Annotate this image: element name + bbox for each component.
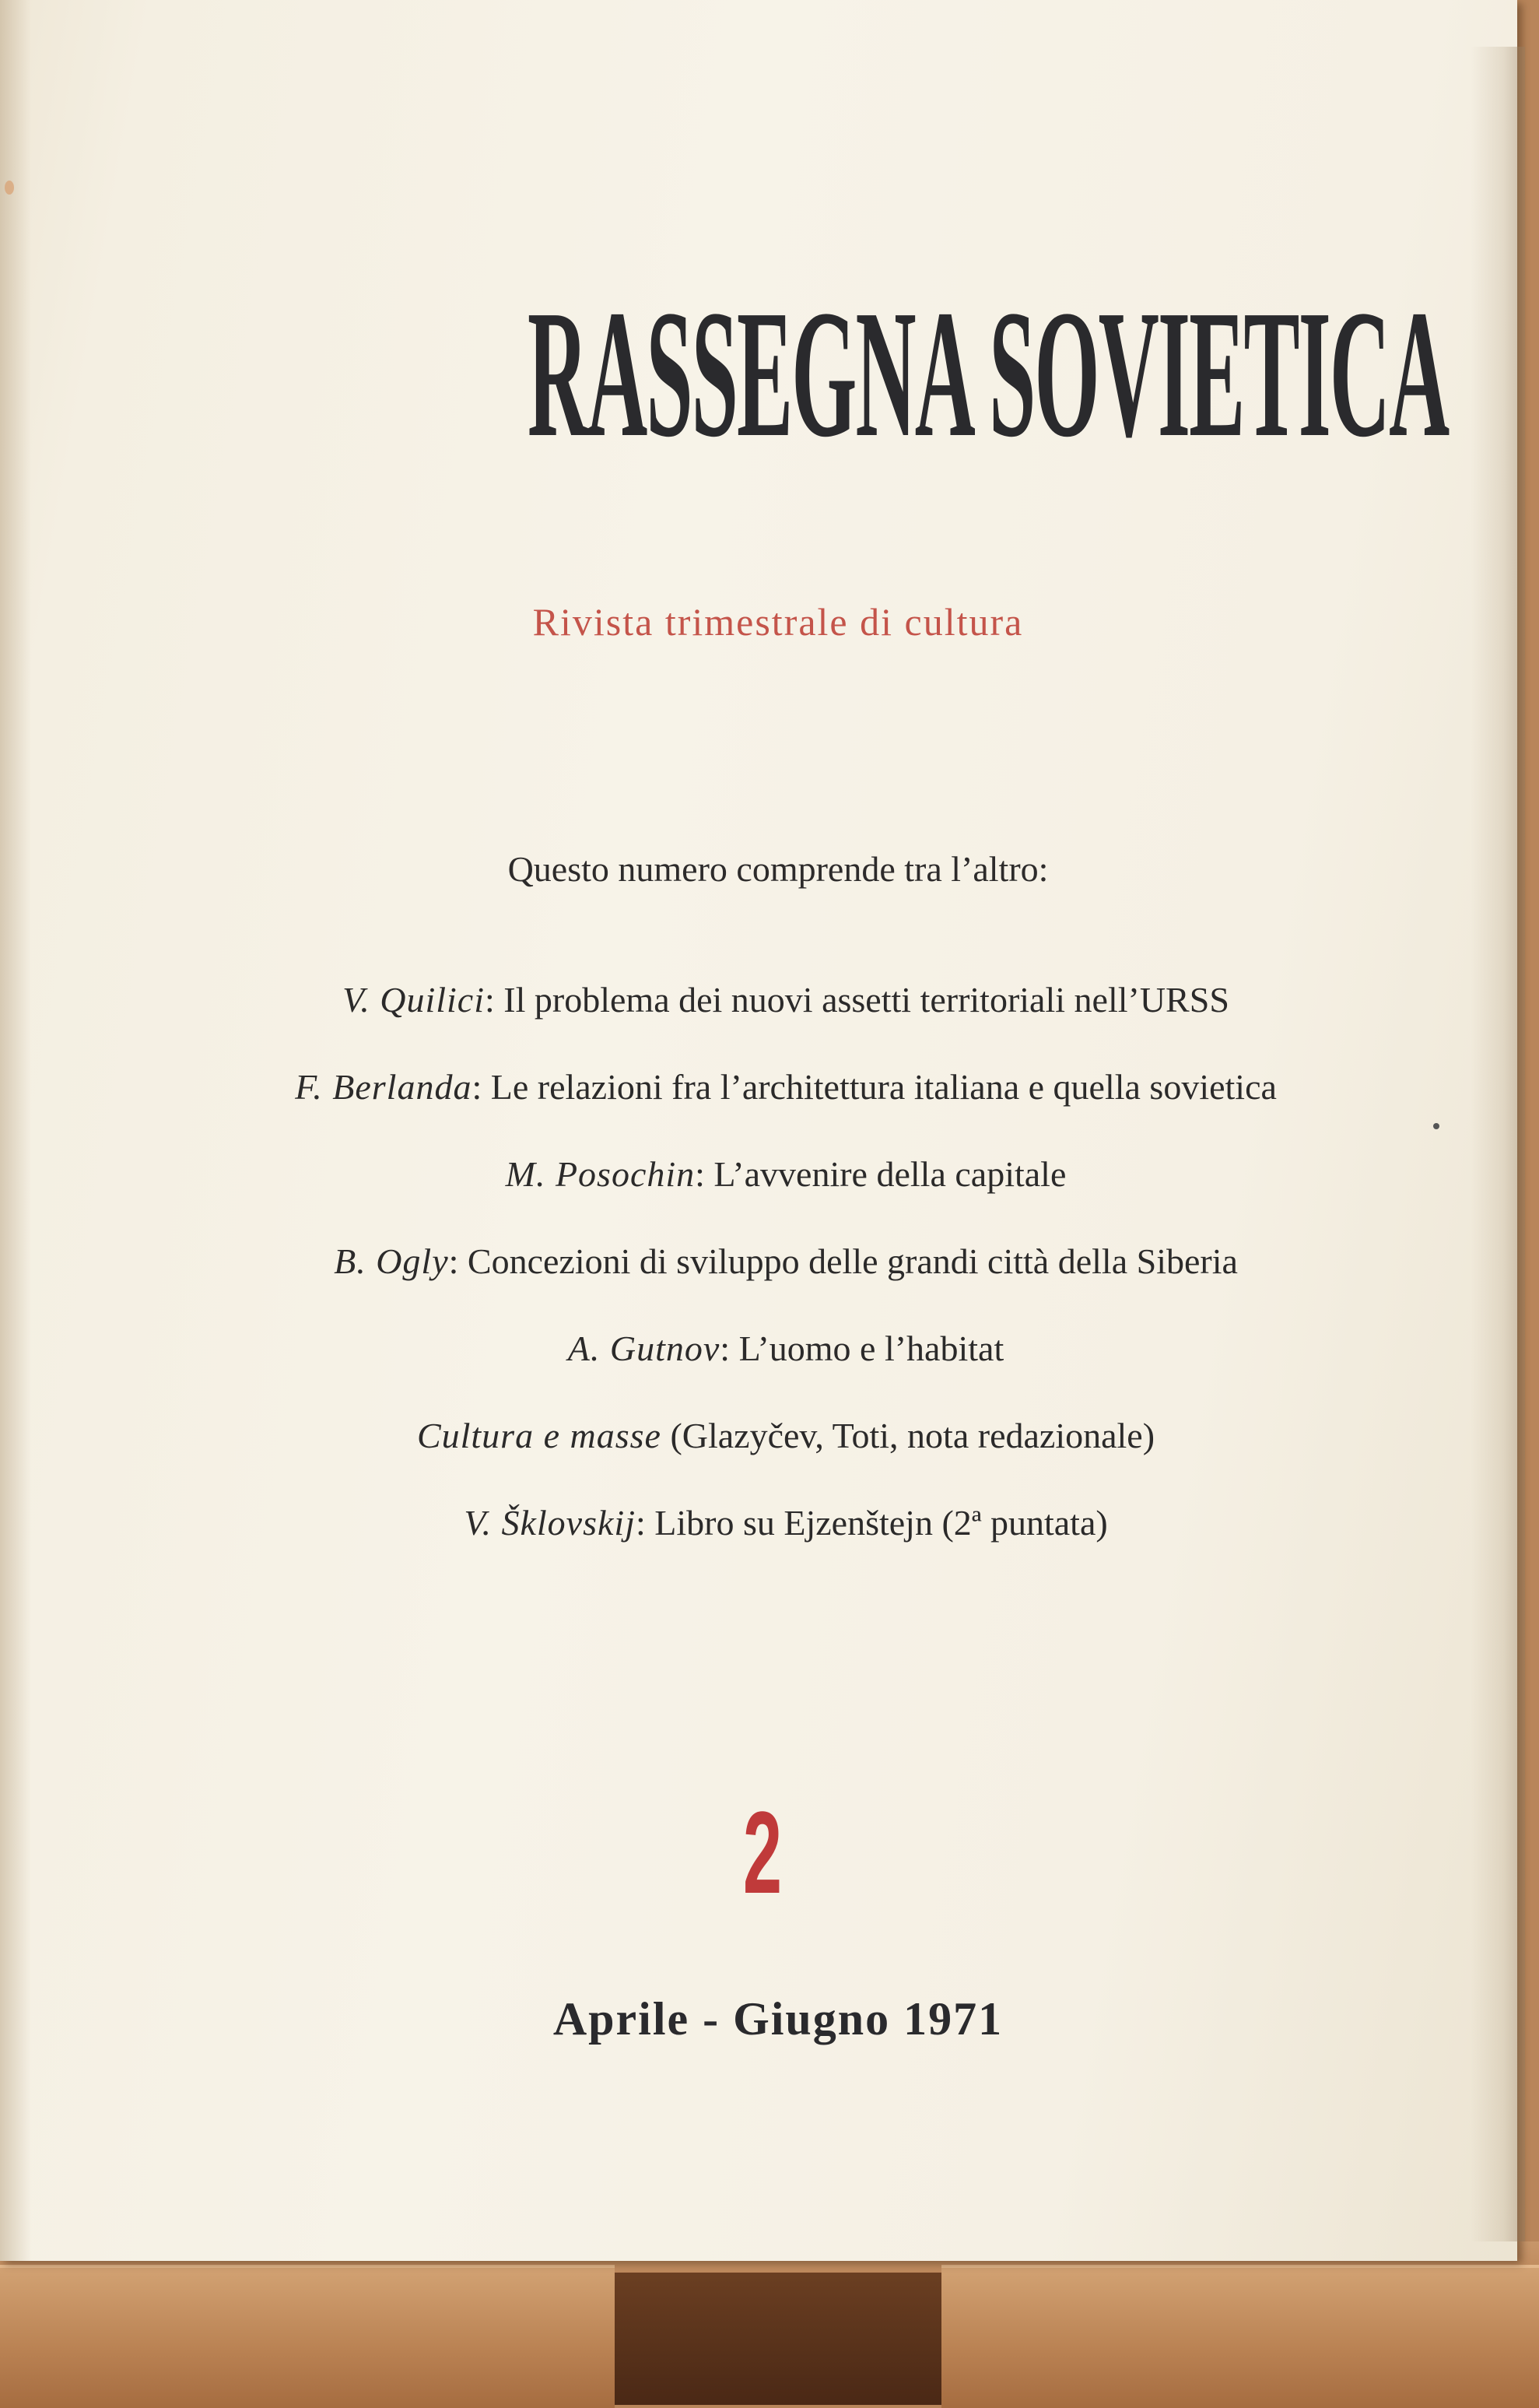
contents-item	[156, 1147, 1416, 1234]
magazine-title: RASSEGNA SOVIETICA	[528, 272, 1449, 475]
title-block	[233, 269, 1449, 479]
contents-separator: :	[485, 980, 504, 1020]
contents-author: Cultura e masse	[416, 1416, 661, 1455]
contents-separator: :	[695, 1154, 714, 1194]
shelf-gap	[615, 2273, 941, 2405]
contents-item	[156, 973, 1416, 1060]
shelf-block-left	[0, 2265, 615, 2408]
contents-title: (Glazyčev, Toti, nota redazionale)	[670, 1416, 1155, 1455]
contents-item	[156, 1409, 1416, 1496]
contents-title: L’avvenire della capitale	[713, 1154, 1067, 1194]
contents-list	[156, 973, 1416, 1583]
contents-item	[156, 1322, 1416, 1409]
contents-author: V. Šklovskij	[464, 1503, 636, 1543]
contents-separator: :	[472, 1067, 491, 1107]
contents-separator	[661, 1416, 671, 1455]
contents-separator: :	[448, 1241, 468, 1281]
contents-item	[156, 1496, 1416, 1583]
cover-edge-shadow	[1471, 47, 1525, 2241]
contents-author: M. Posochin	[505, 1154, 696, 1194]
spine-shadow	[0, 0, 31, 2261]
contents-title: Il problema dei nuovi assetti territoriali nell’URSS	[503, 980, 1229, 1020]
contents-author: V. Quilici	[342, 980, 486, 1020]
contents-author: F. Berlanda	[295, 1067, 472, 1107]
paper-stain	[5, 181, 14, 195]
contents-separator: :	[720, 1329, 739, 1368]
contents-title: L’uomo e l’habitat	[738, 1329, 1004, 1368]
contents-separator: :	[635, 1503, 655, 1543]
contents-item	[156, 1060, 1416, 1147]
issue-number: 2	[742, 1787, 783, 1918]
contents-author: A. Gutnov	[567, 1329, 720, 1368]
contents-title: Concezioni di sviluppo delle grandi città della Siberia	[467, 1241, 1238, 1281]
shelf-block-right	[941, 2265, 1539, 2408]
paper-speck	[1433, 1123, 1439, 1129]
issue-date: Aprile - Giugno 1971	[552, 1993, 1004, 2045]
contents-author: B. Ogly	[334, 1241, 449, 1281]
contents-item	[156, 1234, 1416, 1322]
contents-title: Le relazioni fra l’architettura italiana e quella sovietica	[490, 1067, 1277, 1107]
magazine-subtitle: Rivista trimestrale di cultura	[532, 600, 1024, 644]
contents-intro: Questo numero comprende tra l’altro:	[507, 849, 1049, 889]
contents-title: Libro su Ejzenštejn (2ª puntata)	[654, 1503, 1108, 1543]
